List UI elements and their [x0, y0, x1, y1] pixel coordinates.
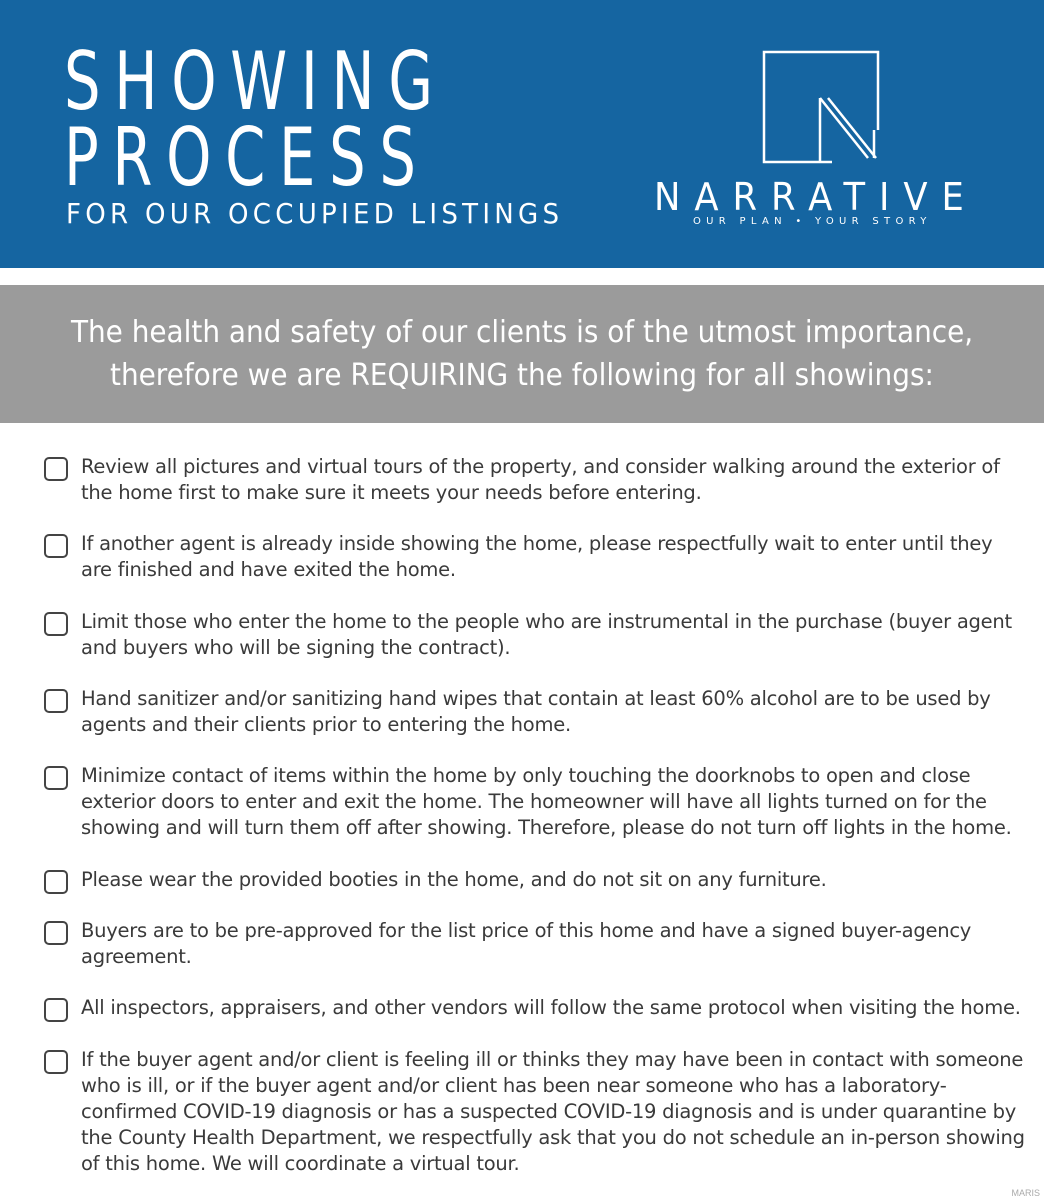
checkbox[interactable]: [44, 612, 68, 636]
checklist-item-text: Please wear the provided booties in the home, and do not sit on any furniture.: [81, 868, 827, 891]
title-line-1: SHOWING: [64, 35, 447, 128]
notice-banner: [0, 285, 1044, 423]
checklist-item-text: Review all pictures and virtual tours of the property, and consider walking around the exterior of the home first to make sure it meets your needs before entering.: [81, 455, 1000, 504]
brand-name: NARRATIVE: [654, 175, 978, 219]
checklist-item-text: All inspectors, appraisers, and other vendors will follow the same protocol when visiting the home.: [81, 996, 1021, 1019]
subtitle: FOR OUR OCCUPIED LISTINGS: [66, 197, 564, 230]
checklist-item-text: If another agent is already inside showing the home, please respectfully wait to enter until they are finished and have exited the home.: [81, 532, 993, 581]
checklist-item-text: Buyers are to be pre-approved for the list price of this home and have a signed buyer-agency agreement.: [81, 919, 972, 968]
checkbox[interactable]: [44, 1050, 68, 1074]
checklist-item-text: Limit those who enter the home to the people who are instrumental in the purchase (buyer agent and buyers who will be signing the contract).: [81, 610, 1012, 659]
checkbox[interactable]: [44, 689, 68, 713]
watermark: MARIS: [1011, 1188, 1040, 1198]
narrative-logo-icon: [762, 50, 880, 164]
title-line-2: PROCESS: [64, 111, 430, 204]
checklist-item-text: If the buyer agent and/or client is feeling ill or thinks they may have been in contact with someone who is ill, or if the buyer agent and/or client has been near someone who has a laboratory-confirmed COVID-19 diagnosis or has a suspected COVID-19 diagnosis and is under quarantine by the County Health Department, we respectfully ask that you do not schedule an in-person showing of this home. We will coordinate a virtual tour.: [81, 1048, 1025, 1175]
notice-line-2: therefore we are REQUIRING the following for all showings:: [110, 358, 934, 393]
checkbox[interactable]: [44, 870, 68, 894]
checkbox[interactable]: [44, 921, 68, 945]
checkbox[interactable]: [44, 534, 68, 558]
header-banner: [0, 0, 1044, 268]
brand-tagline: OUR PLAN • YOUR STORY: [693, 216, 932, 227]
checkbox[interactable]: [44, 998, 68, 1022]
checklist-item-text: Minimize contact of items within the home by only touching the doorknobs to open and close exterior doors to enter and exit the home. The homeowner will have all lights turned on for the showing and will turn them off after showing. Therefore, please do not turn off lights in the home.: [81, 764, 1012, 839]
checklist-item-text: Hand sanitizer and/or sanitizing hand wipes that contain at least 60% alcohol are to be used by agents and their clients prior to entering the home.: [81, 687, 991, 736]
checkbox[interactable]: [44, 457, 68, 481]
notice-line-1: The health and safety of our clients is of the utmost importance,: [70, 315, 974, 350]
checkbox[interactable]: [44, 766, 68, 790]
